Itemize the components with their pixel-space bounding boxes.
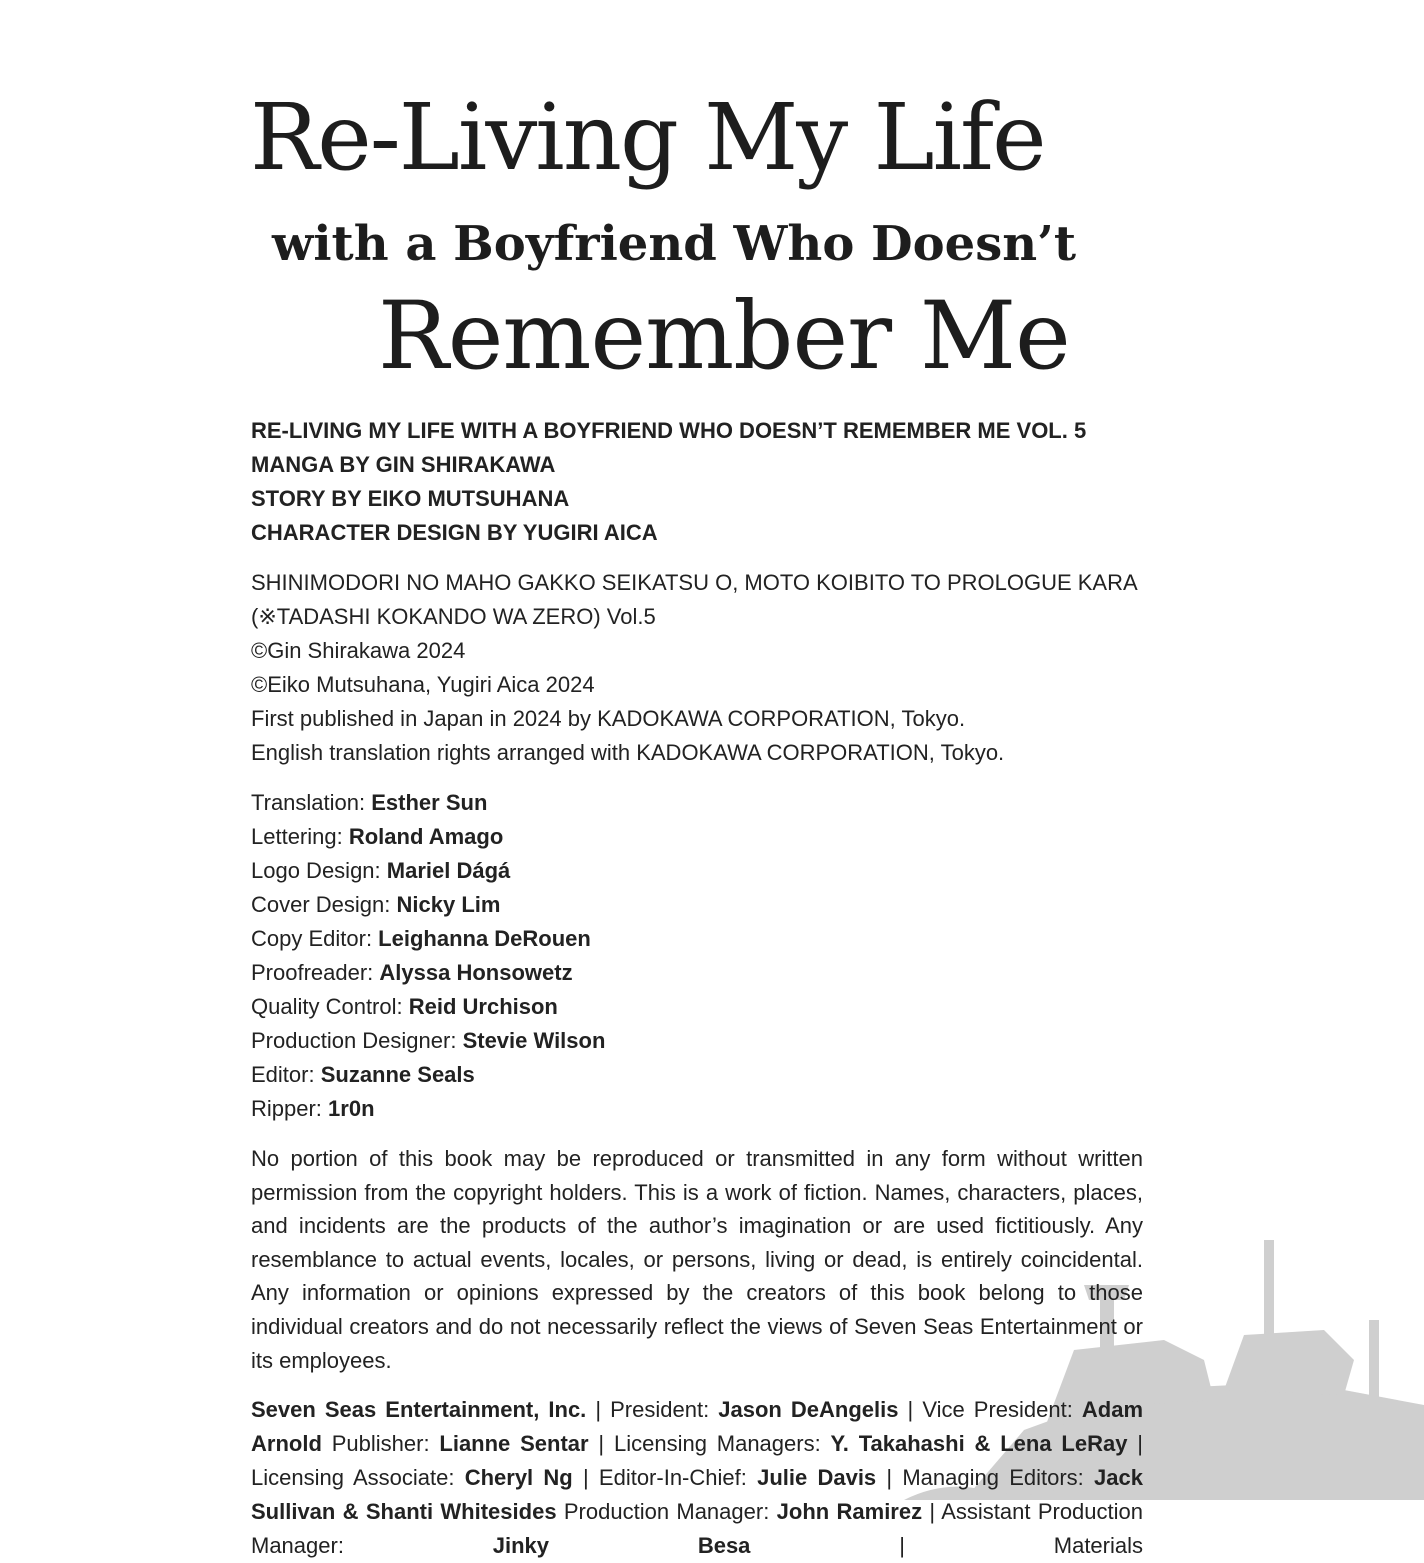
- staff-credit-row: [251, 1024, 1151, 1058]
- staff-credits: [251, 786, 1151, 1126]
- staff-name: Mariel Dágá: [386, 858, 511, 883]
- credit-name: Lianne Sentar: [439, 1431, 589, 1457]
- translation-rights-line: English translation rights arranged with KADOKAWA CORPORATION, Tokyo.: [251, 740, 1005, 765]
- staff-role: Lettering:: [251, 824, 349, 849]
- company-credits: [251, 1393, 1143, 1563]
- credit-name: Cheryl Ng: [464, 1465, 573, 1491]
- credit-role: | Editor-In-Chief:: [572, 1465, 758, 1491]
- staff-credit-row: [251, 922, 1151, 956]
- staff-credit-row: [251, 854, 1151, 888]
- staff-role: Translation:: [251, 790, 372, 815]
- staff-role: Ripper:: [251, 1096, 329, 1121]
- staff-name: Stevie Wilson: [462, 1028, 606, 1053]
- staff-role: Copy Editor:: [251, 926, 379, 951]
- staff-name: 1r0n: [328, 1096, 375, 1121]
- staff-credit-row: [251, 956, 1151, 990]
- credit-name: Jason DeAngelis: [718, 1397, 899, 1423]
- credit-role: | Licensing Associate:: [251, 1431, 1143, 1491]
- copyright-line-artist: ©Gin Shirakawa 2024: [251, 638, 466, 663]
- credit-role: | Licensing Managers:: [588, 1431, 831, 1457]
- copyright-line-author: ©Eiko Mutsuhana, Yugiri Aica 2024: [251, 672, 595, 697]
- logo-title-line3: Remember Me: [378, 282, 1070, 391]
- credit-name: Jinky Besa: [492, 1533, 751, 1559]
- credit-name: Jack Sullivan & Shanti Whitesides: [251, 1465, 1143, 1525]
- staff-credit-row: [251, 1092, 1151, 1126]
- staff-role: Quality Control:: [251, 994, 409, 1019]
- credit-name: Julie Davis: [757, 1465, 877, 1491]
- story-credit: STORY BY EIKO MUTSUHANA: [251, 486, 570, 511]
- staff-name: Roland Amago: [348, 824, 504, 849]
- original-publication-info: [251, 566, 1151, 770]
- credit-role: | Assistant Production Manager:: [251, 1499, 1143, 1559]
- staff-name: Leighanna DeRouen: [378, 926, 591, 951]
- first-published-line: First published in Japan in 2024 by KADOKAWA CORPORATION, Tokyo.: [251, 706, 966, 731]
- credit-role: | Materials: [750, 1533, 1143, 1559]
- credit-role: | Vice President:: [898, 1397, 1082, 1423]
- original-title-line1: SHINIMODORI NO MAHO GAKKO SEIKATSU O, MOTO KOIBITO TO PROLOGUE KARA: [251, 570, 1138, 595]
- credit-role: Production Manager:: [556, 1499, 777, 1525]
- staff-credit-row: [251, 786, 1151, 820]
- staff-name: Esther Sun: [371, 790, 488, 815]
- staff-name: Nicky Lim: [396, 892, 501, 917]
- company-name: Seven Seas Entertainment, Inc.: [251, 1397, 587, 1423]
- legal-disclaimer: No portion of this book may be reproduced or transmitted in any form without written permission from the copyright holders. This is a work of fiction. Names, characters, places, and incidents are the products of the author’s imagination or are used fictitiously. Any resemblance to actual events, locales, or persons, living or dead, is entirely coincidental. Any information or opinions expressed by the creators of this book belong to those individual creators and do not necessarily reflect the views of Seven Seas Entertainment or its employees.: [251, 1146, 1143, 1373]
- credit-name: Adam Arnold: [251, 1397, 1144, 1457]
- staff-credit-row: [251, 820, 1151, 854]
- staff-name: Reid Urchison: [408, 994, 558, 1019]
- staff-role: Proofreader:: [251, 960, 380, 985]
- staff-role: Logo Design:: [251, 858, 387, 883]
- staff-name: Alyssa Honsowetz: [379, 960, 573, 985]
- credit-role: | President:: [586, 1397, 719, 1423]
- logo-title-line1: Re-Living My Life: [250, 84, 1045, 191]
- volume-header: [251, 414, 1151, 550]
- staff-credit-row: [251, 990, 1151, 1024]
- credit-role: Publisher:: [321, 1431, 440, 1457]
- credit-name: John Ramirez: [776, 1499, 923, 1525]
- staff-credit-row: [251, 1058, 1151, 1092]
- staff-role: Production Designer:: [251, 1028, 463, 1053]
- copyright-page-content: [251, 414, 1151, 1563]
- staff-credit-row: [251, 888, 1151, 922]
- logo-title-line2: with a Boyfriend Who Doesn’t: [272, 216, 1077, 272]
- volume-title: RE-LIVING MY LIFE WITH A BOYFRIEND WHO DOESN’T REMEMBER ME VOL. 5: [251, 418, 1087, 443]
- series-logo: [250, 84, 1077, 392]
- staff-name: Suzanne Seals: [320, 1062, 475, 1087]
- staff-role: Editor:: [251, 1062, 321, 1087]
- credit-name: Y. Takahashi & Lena LeRay: [830, 1431, 1128, 1457]
- original-title-line2: (※TADASHI KOKANDO WA ZERO) Vol.5: [251, 604, 656, 629]
- credit-role: | Managing Editors:: [876, 1465, 1095, 1491]
- character-design-credit: CHARACTER DESIGN BY YUGIRI AICA: [251, 520, 658, 545]
- manga-credit: MANGA BY GIN SHIRAKAWA: [251, 452, 556, 477]
- staff-role: Cover Design:: [251, 892, 397, 917]
